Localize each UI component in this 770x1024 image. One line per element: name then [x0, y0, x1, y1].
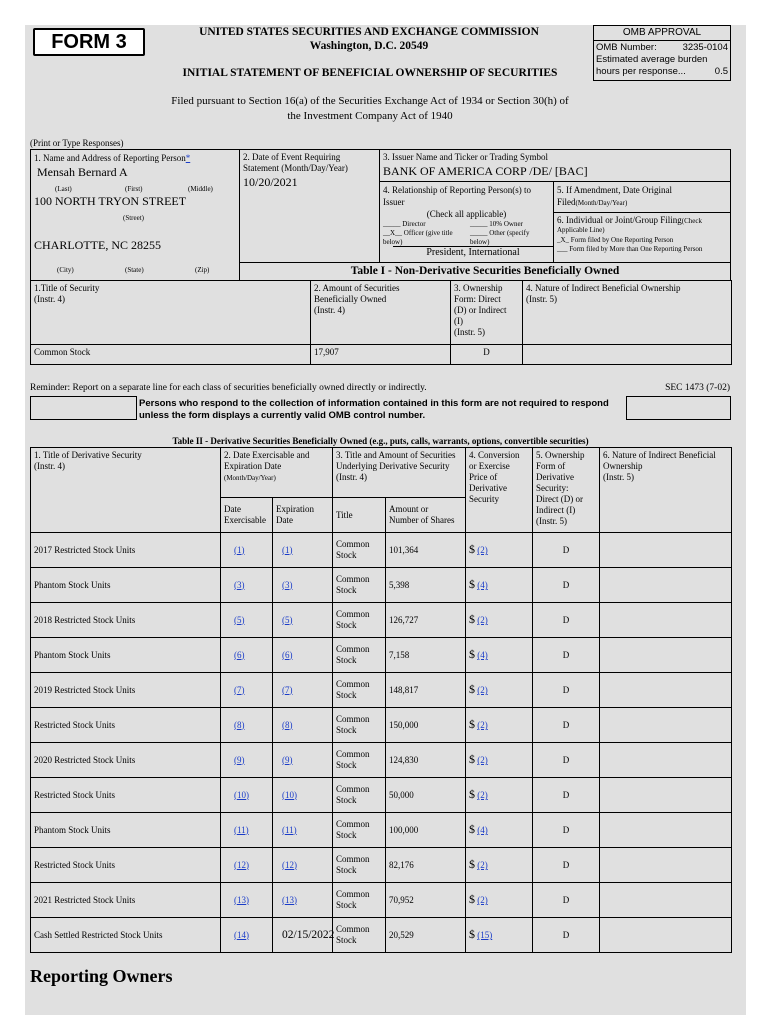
price-footnote-link[interactable]: (2) [477, 790, 488, 800]
date-exercisable-footnote-link[interactable]: (10) [234, 789, 249, 800]
conversion-price-cell [466, 673, 533, 708]
dollar-sign: $ [469, 787, 475, 801]
price-footnote-link[interactable]: (2) [477, 545, 488, 555]
amendment-filed: Filed(Month/Day/Year) [557, 197, 628, 207]
omb-number-value: 3235-0104 [682, 42, 728, 53]
date-exercisable-cell [221, 603, 273, 638]
ownership-form: D [533, 743, 600, 778]
underlying-title: Common Stock [333, 603, 386, 638]
event-date-value: 10/20/2021 [243, 175, 298, 189]
table2-row [31, 568, 732, 603]
price-footnote-link[interactable]: (2) [477, 615, 488, 625]
table1-security: Common Stock [31, 345, 311, 365]
underlying-amount: 20,529 [386, 918, 466, 953]
table1-col1-header: 1.Title of Security (Instr. 4) [31, 281, 311, 345]
underlying-title: Common Stock [333, 533, 386, 568]
table1-title: Table I - Non-Derivative Securities Beneficially Owned [350, 265, 620, 277]
filed-pursuant-line1: Filed pursuant to Section 16(a) of the Securities Exchange Act of 1934 or Section 30(h) of [171, 95, 569, 107]
nature-of-ownership [600, 568, 732, 603]
derivative-title: 2019 Restricted Stock Units [31, 673, 221, 708]
underlying-title: Common Stock [333, 813, 386, 848]
ownership-form: D [533, 533, 600, 568]
box1-label: 1. Name and Address of Reporting Person* [34, 153, 191, 163]
date-exercisable-footnote-link[interactable]: (5) [234, 614, 245, 625]
price-footnote-link[interactable]: (2) [477, 685, 488, 695]
director-line: _____ Director [383, 220, 426, 228]
nature-of-ownership [600, 918, 732, 953]
expiration-cell [273, 813, 333, 848]
price-footnote-link[interactable]: (4) [477, 825, 488, 835]
conversion-price-cell [466, 708, 533, 743]
zip-label: (Zip) [195, 266, 210, 274]
price-footnote-link[interactable]: (4) [477, 650, 488, 660]
table2 [30, 447, 732, 953]
ten-percent-owner-line: _____ 10% Owner [470, 220, 523, 228]
price-footnote-link[interactable]: (4) [477, 580, 488, 590]
city-value: CHARLOTTE, NC 28255 [34, 238, 161, 252]
table2-row [31, 673, 732, 708]
filing-line2: ___ Form filed by More than One Reporting Person [557, 245, 703, 253]
expiration-footnote-link[interactable]: (7) [282, 684, 293, 695]
date-exercisable-footnote-link[interactable]: (7) [234, 684, 245, 695]
date-exercisable-cell [221, 743, 273, 778]
table1-row [31, 345, 732, 365]
derivative-title: Cash Settled Restricted Stock Units [31, 918, 221, 953]
derivative-title: 2017 Restricted Stock Units [31, 533, 221, 568]
table2-row [31, 638, 732, 673]
nature-of-ownership [600, 778, 732, 813]
sec-code: SEC 1473 (7-02) [665, 383, 730, 393]
price-footnote-link[interactable]: (2) [477, 895, 488, 905]
derivative-title: Restricted Stock Units [31, 778, 221, 813]
expiration-footnote-link[interactable]: (3) [282, 579, 293, 590]
date-exercisable-footnote-link[interactable]: (9) [234, 754, 245, 765]
table2-row [31, 743, 732, 778]
dollar-sign: $ [469, 647, 475, 661]
check-all-applicable: (Check all applicable) [426, 209, 507, 219]
expiration-cell [273, 848, 333, 883]
omb-title: OMB APPROVAL [594, 26, 730, 41]
underlying-title: Common Stock [333, 673, 386, 708]
expiration-cell [273, 743, 333, 778]
table2-row [31, 708, 732, 743]
table2-sub-expiration: Expiration Date [273, 498, 333, 533]
underlying-amount: 7,158 [386, 638, 466, 673]
filed-pursuant-line2: the Investment Company Act of 1940 [287, 110, 453, 122]
underlying-amount: 124,830 [386, 743, 466, 778]
nature-of-ownership [600, 708, 732, 743]
omb-approval-box [593, 25, 731, 81]
other-line: _____ Other (specify [470, 229, 530, 237]
date-exercisable-footnote-link[interactable]: (1) [234, 544, 245, 555]
date-exercisable-cell [221, 778, 273, 813]
date-exercisable-cell [221, 918, 273, 953]
underlying-title: Common Stock [333, 743, 386, 778]
ownership-form: D [533, 568, 600, 603]
ownership-form: D [533, 603, 600, 638]
derivative-title: Restricted Stock Units [31, 848, 221, 883]
omb-burden-line2: hours per response... [596, 66, 686, 77]
dollar-sign: $ [469, 542, 475, 556]
middle-label: (Middle) [188, 185, 213, 193]
blank-box-right [626, 396, 731, 420]
dollar-sign: $ [469, 577, 475, 591]
nature-of-ownership [600, 673, 732, 708]
blank-box-left [30, 396, 137, 420]
state-label: (State) [125, 266, 144, 274]
dollar-sign: $ [469, 752, 475, 766]
table2-col5-header: 5. Ownership Form of Derivative Security: Direct (D) or Indirect (I) (Instr. 5) [533, 448, 600, 533]
ownership-form: D [533, 708, 600, 743]
conversion-price-cell [466, 743, 533, 778]
date-exercisable-cell [221, 673, 273, 708]
omb-notice-line2: unless the form displays a currently valid OMB control number. [139, 410, 426, 421]
derivative-title: 2021 Restricted Stock Units [31, 883, 221, 918]
date-exercisable-footnote-link[interactable]: (8) [234, 719, 245, 730]
conversion-price-cell [466, 603, 533, 638]
derivative-title: 2018 Restricted Stock Units [31, 603, 221, 638]
underlying-title: Common Stock [333, 568, 386, 603]
derivative-title: Restricted Stock Units [31, 708, 221, 743]
underlying-title: Common Stock [333, 778, 386, 813]
conversion-price-cell [466, 883, 533, 918]
date-exercisable-cell [221, 848, 273, 883]
ownership-form: D [533, 918, 600, 953]
table2-col4-header: 4. Conversion or Exercise Price of Derivative Security [466, 448, 533, 533]
city-label: (City) [57, 266, 74, 274]
nature-of-ownership [600, 883, 732, 918]
dollar-sign: $ [469, 822, 475, 836]
expiration-footnote-link[interactable]: (10) [282, 789, 297, 800]
underlying-amount: 126,727 [386, 603, 466, 638]
table2-sub-date-exercisable: Date Exercisable [221, 498, 273, 533]
other-below: below) [470, 238, 490, 246]
expiration-footnote-link[interactable]: (12) [282, 859, 297, 870]
dollar-sign: $ [469, 927, 475, 941]
relationship-label2: Issuer [383, 197, 405, 207]
table1-col2-header: 2. Amount of Securities Beneficially Owned (Instr. 4) [311, 281, 451, 345]
underlying-amount: 150,000 [386, 708, 466, 743]
nature-of-ownership [600, 638, 732, 673]
date-exercisable-cell [221, 883, 273, 918]
table2-sub-title: Title [333, 498, 386, 533]
table2-row [31, 918, 732, 953]
table2-col6-header: 6. Nature of Indirect Beneficial Ownership (Instr. 5) [600, 448, 732, 533]
date-exercisable-cell [221, 708, 273, 743]
conversion-price-cell [466, 568, 533, 603]
event-date-label2: Statement (Month/Day/Year) [243, 163, 348, 173]
price-footnote-link[interactable]: (2) [477, 755, 488, 765]
price-footnote-link[interactable]: (2) [477, 860, 488, 870]
underlying-title: Common Stock [333, 638, 386, 673]
table2-row [31, 778, 732, 813]
filing-type-label: 6. Individual or Joint/Group Filing(Check [557, 215, 702, 225]
price-footnote-link[interactable]: (15) [477, 930, 493, 940]
table1-col4-header: 4. Nature of Indirect Beneficial Ownership (Instr. 5) [523, 281, 732, 345]
omb-burden-value: 0.5 [714, 66, 728, 77]
expiration-footnote-link[interactable]: (1) [282, 544, 293, 555]
underlying-amount: 100,000 [386, 813, 466, 848]
expiration-date: 02/15/2022 [282, 928, 335, 941]
table2-row [31, 883, 732, 918]
officer-below: below) [383, 238, 403, 246]
first-label: (First) [125, 185, 143, 193]
underlying-title: Common Stock [333, 918, 386, 953]
conversion-price-cell [466, 533, 533, 568]
date-exercisable-cell [221, 638, 273, 673]
box1-asterisk-link[interactable]: * [185, 153, 191, 163]
underlying-amount: 82,176 [386, 848, 466, 883]
agency-line1: UNITED STATES SECURITIES AND EXCHANGE COMMISSION [199, 26, 539, 38]
omb-notice-line1: Persons who respond to the collection of information contained in this form are not required to respond [139, 398, 609, 409]
statement-title: INITIAL STATEMENT OF BENEFICIAL OWNERSHIP OF SECURITIES [182, 67, 558, 79]
officer-line: __X__ Officer (give title [383, 229, 453, 237]
dollar-sign: $ [469, 682, 475, 696]
officer-title-value: President, International [393, 246, 553, 258]
table2-col2-small: (Month/Day/Year) [224, 474, 276, 482]
date-exercisable-footnote-link[interactable]: (12) [234, 859, 249, 870]
table2-row [31, 813, 732, 848]
expiration-cell [273, 603, 333, 638]
nature-of-ownership [600, 813, 732, 848]
reporting-owners-heading: Reporting Owners [30, 966, 173, 986]
expiration-footnote-link[interactable]: (13) [282, 894, 297, 905]
underlying-amount: 148,817 [386, 673, 466, 708]
expiration-cell [273, 708, 333, 743]
table1-amount: 17,907 [311, 345, 451, 365]
date-exercisable-cell [221, 568, 273, 603]
derivative-title: Phantom Stock Units [31, 568, 221, 603]
omb-number-label: OMB Number: [596, 42, 657, 53]
table2-row [31, 533, 732, 568]
reporting-person-name: Mensah Bernard A [37, 165, 128, 179]
form-title: FORM 3 [51, 31, 127, 53]
filing-line1: _X_ Form filed by One Reporting Person [557, 236, 674, 244]
date-exercisable-footnote-link[interactable]: (6) [234, 649, 245, 660]
expiration-footnote-link[interactable]: (5) [282, 614, 293, 625]
ownership-form: D [533, 778, 600, 813]
table2-row [31, 848, 732, 883]
date-exercisable-cell [221, 813, 273, 848]
date-exercisable-footnote-link[interactable]: (3) [234, 579, 245, 590]
underlying-amount: 101,364 [386, 533, 466, 568]
table1-form: D [451, 345, 523, 365]
derivative-title: Phantom Stock Units [31, 638, 221, 673]
table2-col3-header: 3. Title and Amount of Securities Underlying Derivative Security (Instr. 4) [333, 448, 466, 498]
underlying-amount: 70,952 [386, 883, 466, 918]
last-label: (Last) [55, 185, 72, 193]
expiration-footnote-link[interactable]: (6) [282, 649, 293, 660]
date-exercisable-cell [221, 533, 273, 568]
expiration-cell [273, 568, 333, 603]
date-exercisable-footnote-link[interactable]: (13) [234, 894, 249, 905]
street-value: 100 NORTH TRYON STREET [34, 194, 187, 208]
expiration-cell [273, 533, 333, 568]
issuer-label: 3. Issuer Name and Ticker or Trading Symbol [383, 152, 548, 162]
table2-col1-header: 1. Title of Derivative Security (Instr. 4) [31, 448, 221, 533]
event-date-label1: 2. Date of Event Requiring [243, 152, 341, 162]
underlying-title: Common Stock [333, 708, 386, 743]
derivative-title: 2020 Restricted Stock Units [31, 743, 221, 778]
issuer-value: BANK OF AMERICA CORP /DE/ [BAC] [383, 164, 588, 178]
reminder-text: Reminder: Report on a separate line for each class of securities beneficially owned directly or indirectly. [30, 383, 427, 393]
underlying-title: Common Stock [333, 848, 386, 883]
nature-of-ownership [600, 533, 732, 568]
table2-col2-header: 2. Date Exercisable and Expiration Date (Month/Day/Year) [221, 448, 333, 498]
omb-burden-line1: Estimated average burden [596, 54, 708, 65]
filing-applicable: Applicable Line) [557, 226, 605, 234]
street-label: (Street) [123, 214, 144, 222]
ownership-form: D [533, 883, 600, 918]
conversion-price-cell [466, 813, 533, 848]
table1-col3-header: 3. Ownership Form: Direct (D) or Indirect (I) (Instr. 5) [451, 281, 523, 345]
relationship-label1: 4. Relationship of Reporting Person(s) to [383, 185, 531, 195]
expiration-footnote-link[interactable]: (11) [282, 824, 297, 835]
expiration-cell [273, 918, 333, 953]
dollar-sign: $ [469, 857, 475, 871]
derivative-title: Phantom Stock Units [31, 813, 221, 848]
expiration-footnote-link[interactable]: (9) [282, 754, 293, 765]
ownership-form: D [533, 813, 600, 848]
form-title-box [33, 28, 145, 56]
amendment-label: 5. If Amendment, Date Original [557, 185, 672, 195]
nature-of-ownership [600, 848, 732, 883]
table1-nature [523, 345, 732, 365]
underlying-amount: 5,398 [386, 568, 466, 603]
dollar-sign: $ [469, 612, 475, 626]
form-page [25, 25, 746, 1015]
nature-of-ownership [600, 603, 732, 638]
conversion-price-cell [466, 638, 533, 673]
ownership-form: D [533, 673, 600, 708]
expiration-cell [273, 638, 333, 673]
date-exercisable-footnote-link[interactable]: (11) [234, 824, 249, 835]
expiration-footnote-link[interactable]: (8) [282, 719, 293, 730]
ownership-form: D [533, 638, 600, 673]
expiration-cell [273, 673, 333, 708]
table1 [30, 280, 732, 365]
expiration-cell [273, 778, 333, 813]
conversion-price-cell [466, 778, 533, 813]
price-footnote-link[interactable]: (2) [477, 720, 488, 730]
agency-line2: Washington, D.C. 20549 [309, 40, 429, 52]
nature-of-ownership [600, 743, 732, 778]
ownership-form: D [533, 848, 600, 883]
conversion-price-cell [466, 848, 533, 883]
conversion-price-cell [466, 918, 533, 953]
dollar-sign: $ [469, 717, 475, 731]
dollar-sign: $ [469, 892, 475, 906]
table2-sub-amount: Amount or Number of Shares [386, 498, 466, 533]
underlying-title: Common Stock [333, 883, 386, 918]
expiration-cell [273, 883, 333, 918]
underlying-amount: 50,000 [386, 778, 466, 813]
table2-row [31, 603, 732, 638]
date-exercisable-footnote-link[interactable]: (14) [234, 929, 249, 940]
print-type-label: (Print or Type Responses) [30, 138, 124, 148]
table2-title: Table II - Derivative Securities Beneficially Owned (e.g., puts, calls, warrants, options, convertible securities) [172, 436, 589, 446]
